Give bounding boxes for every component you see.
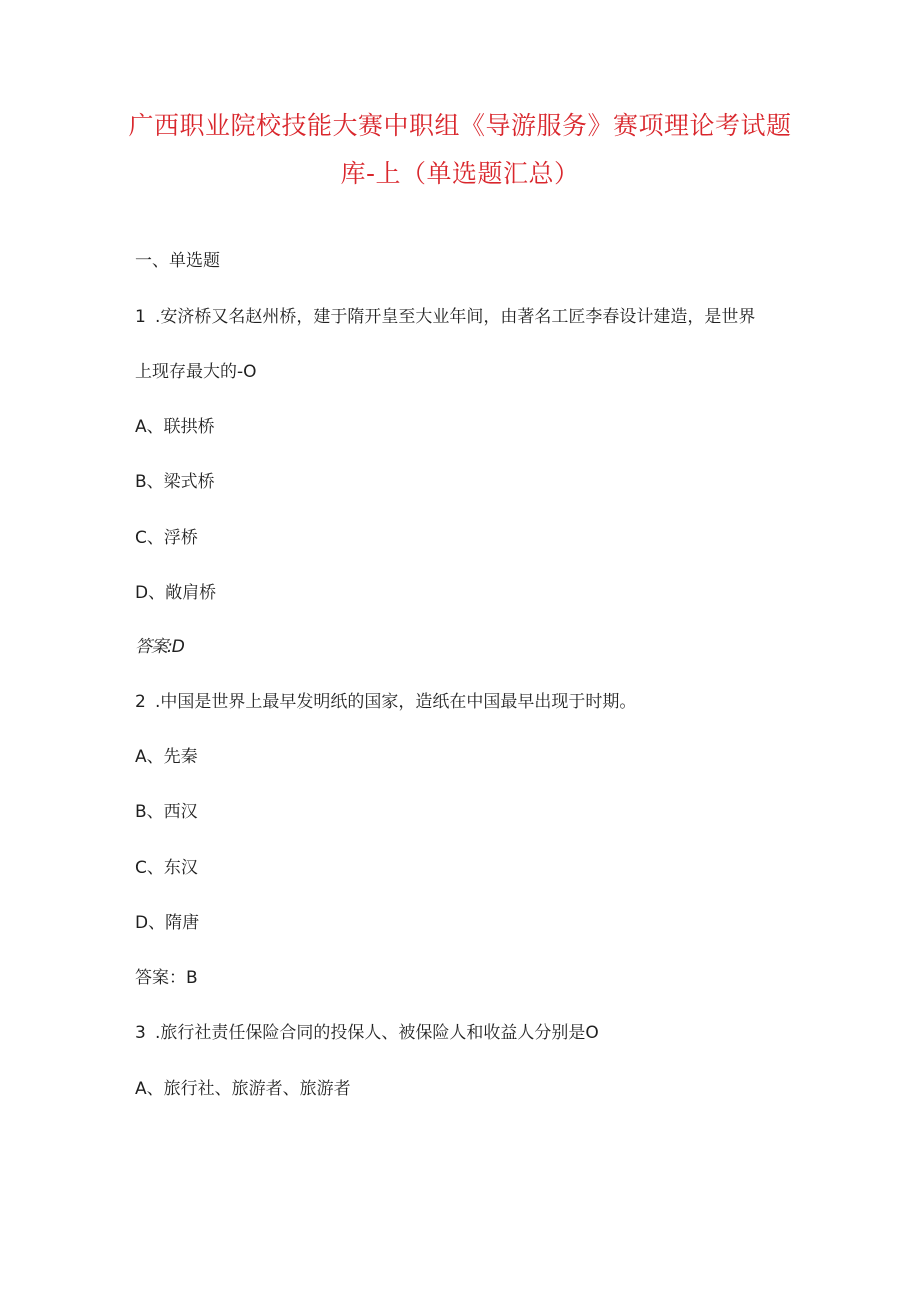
question-1-text-continued: 上现存最大的-O (135, 362, 257, 382)
document-title-line-2: 库-上（单选题汇总） (340, 159, 580, 188)
question-text: .中国是世界上最早发明纸的国家，造纸在中国最早出现于时期。 (155, 692, 637, 712)
question-2-option-d: D、隋唐 (135, 913, 200, 933)
question-number: 1 (135, 307, 146, 327)
question-text: .旅行社责任保险合同的投保人、被保险人和收益人分别是O (155, 1023, 599, 1043)
question-1-option-a: A、联拱桥 (135, 417, 215, 437)
question-2-option-a: A、先秦 (135, 747, 198, 767)
question-text: .安济桥又名赵州桥，建于隋开皇至大业年间，由著名工匠李春设计建造，是世界 (155, 307, 756, 327)
question-1 (135, 306, 755, 328)
question-2-option-b: B、西汉 (135, 802, 198, 822)
question-3 (135, 1022, 599, 1044)
question-2-option-c: C、东汉 (135, 858, 198, 878)
question-number: 2 (135, 692, 146, 712)
question-1-option-c: C、浮桥 (135, 528, 198, 548)
document-title-line-1: 广西职业院校技能大赛中职组《导游服务》赛项理论考试题 (128, 111, 792, 140)
question-2-answer: 答案：B (135, 968, 198, 988)
question-number: 3 (135, 1023, 146, 1043)
question-2 (135, 691, 636, 713)
question-1-option-b: B、梁式桥 (135, 472, 215, 492)
question-1-option-d: D、敞肩桥 (135, 583, 217, 603)
question-3-option-a: A、旅行社、旅游者、旅游者 (135, 1079, 351, 1099)
question-1-answer: 答案:D (135, 637, 184, 657)
section-heading: 一、单选题 (135, 251, 220, 271)
